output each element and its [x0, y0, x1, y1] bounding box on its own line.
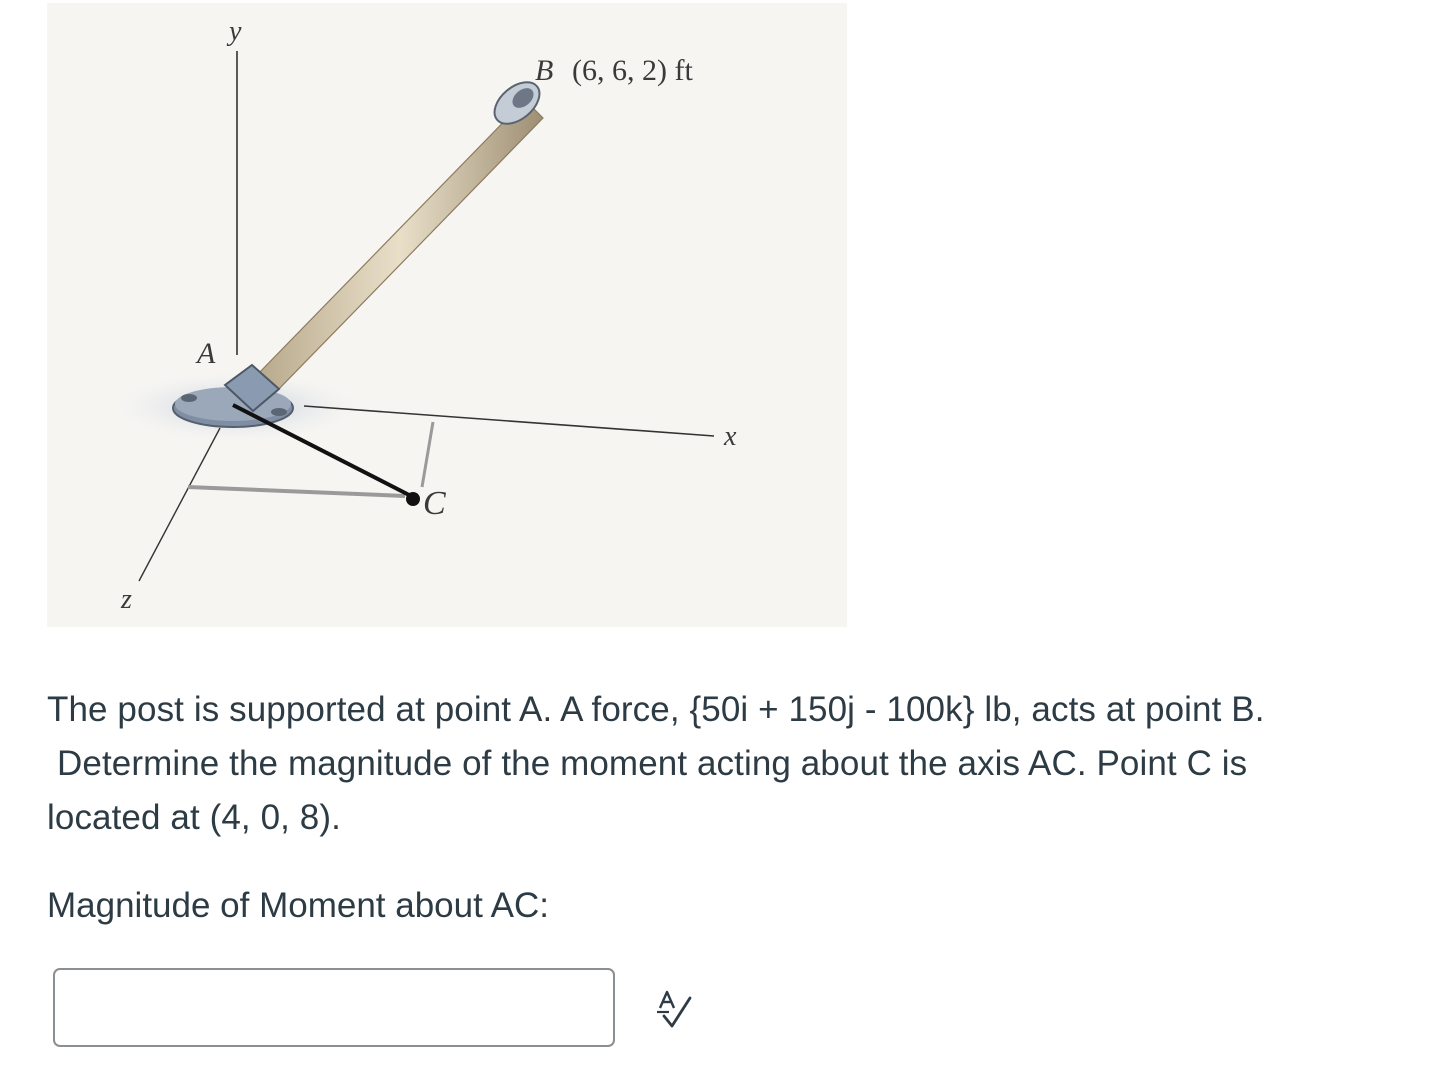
point-a-label: A [197, 337, 216, 370]
bolt-hole [271, 408, 287, 416]
question-text [47, 683, 1417, 845]
point-c-label: C [423, 485, 446, 522]
projection-line-x [422, 422, 433, 487]
point-b-coords: (6, 6, 2) ft [572, 54, 693, 87]
post [257, 100, 543, 393]
x-axis-line [304, 406, 714, 436]
z-axis-line [139, 428, 220, 581]
point-b-label: B [535, 54, 554, 87]
question-line: located at (4, 0, 8). [47, 798, 341, 837]
bolt-hole [181, 394, 197, 402]
spellcheck-icon[interactable] [654, 990, 696, 1030]
y-axis-label: y [229, 16, 242, 47]
question-line: The post is supported at point A. A force, {50i + 150j - 100k} lb, acts at point B. [47, 690, 1265, 729]
post-diagram [47, 3, 847, 627]
projection-line-z [188, 487, 405, 496]
answer-input[interactable] [53, 968, 615, 1047]
answer-label: Magnitude of Moment about AC: [47, 886, 549, 925]
question-line: Determine the magnitude of the moment acting about the axis AC. Point C is [57, 744, 1248, 783]
problem-figure [47, 3, 847, 627]
point-c-dot [406, 492, 420, 506]
z-axis-label: z [121, 584, 132, 615]
x-axis-label: x [724, 421, 737, 452]
